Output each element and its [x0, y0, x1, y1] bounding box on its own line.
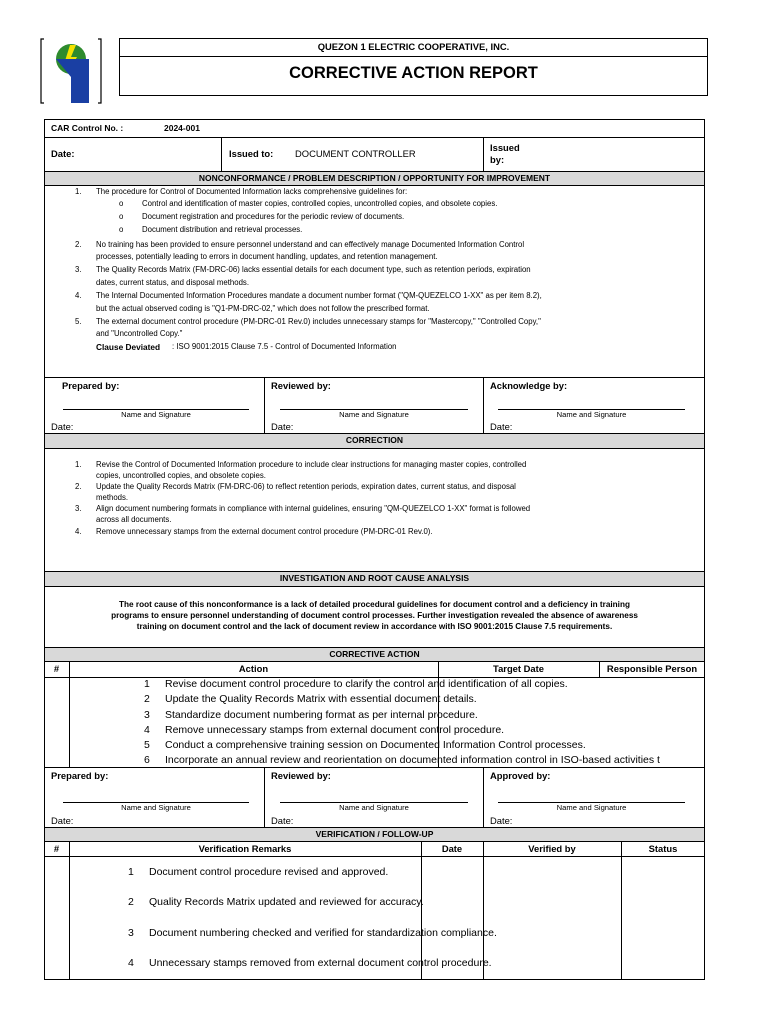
correction-line: methods.: [96, 493, 129, 502]
action-text: Incorporate an annual review and reorientation on documented information control in ISO-based activities t: [165, 754, 660, 766]
col-header-responsible: Responsible Person: [606, 663, 698, 674]
verification-number: 2: [128, 896, 134, 908]
action-number: 5: [144, 739, 150, 751]
nc-line: No training has been provided to ensure personnel understand and can effectively manage Documented Information Control: [96, 240, 525, 249]
signature-date: Date:: [490, 815, 513, 826]
col-header-status: Status: [648, 843, 678, 854]
car-control-value: 2024-001: [164, 123, 200, 133]
nc-line: 2.: [75, 240, 82, 249]
nc-bullet: o: [119, 212, 124, 221]
signature-caption: Name and Signature: [121, 803, 191, 812]
nc-line: Document distribution and retrieval processes.: [142, 225, 303, 234]
verification-text: Unnecessary stamps removed from external document control procedure.: [149, 957, 492, 969]
col-header-action: Action: [238, 663, 269, 674]
correction-heading: CORRECTION: [345, 435, 404, 445]
col-header-remarks: Verification Remarks: [198, 843, 292, 854]
correction-line: Remove unnecessary stamps from the external document control procedure (PM-DRC-01 Rev.0).: [96, 527, 433, 536]
prepared-by-label: Prepared by:: [51, 770, 109, 781]
correction-line: copies, uncontrolled copies, and obsolete copies.: [96, 471, 266, 480]
reviewed-by-label: Reviewed by:: [271, 770, 331, 781]
col-header-target-date: Target Date: [493, 663, 544, 674]
nc-line: Control and identification of master copies, controlled copies, uncontrolled copies, and obsolete copies.: [142, 199, 498, 208]
nc-line: processes, potentially leading to errors in document handling, updates, and retention management.: [96, 252, 438, 261]
nc-bullet: o: [119, 225, 124, 234]
signature-date: Date:: [490, 421, 513, 432]
action-text: Conduct a comprehensive training session on Documented Information Control processes.: [165, 739, 586, 751]
prepared-by-label: Prepared by:: [62, 380, 120, 391]
investigation-heading: INVESTIGATION AND ROOT CAUSE ANALYSIS: [279, 573, 470, 583]
signature-caption: Name and Signature: [556, 803, 627, 812]
nc-line: Document registration and procedures for the periodic review of documents.: [142, 212, 405, 221]
date-label: Date:: [51, 148, 75, 159]
verification-number: 4: [128, 957, 134, 969]
signature-caption: Name and Signature: [121, 410, 191, 419]
col-header-date: Date: [441, 843, 463, 854]
verification-number: 1: [128, 866, 134, 878]
signature-caption: Name and Signature: [339, 410, 409, 419]
correction-line: across all documents.: [96, 515, 172, 524]
action-number: 6: [144, 754, 150, 766]
nc-line: 1.: [75, 187, 82, 196]
action-text: Update the Quality Records Matrix with essential document details.: [165, 693, 477, 705]
signature-caption: Name and Signature: [339, 803, 409, 812]
nc-line: The Internal Documented Information Procedures mandate a document number format ("QM-QUEZELCO 1-XX" as per item 8.2),: [96, 291, 542, 300]
car-control-label: CAR Control No. :: [51, 123, 124, 133]
nc-line: but the actual observed coding is "Q1-PM-DRC-02," which does not follow the prescribed format.: [96, 304, 430, 313]
verification-number: 3: [128, 927, 134, 939]
root-cause-line: The root cause of this nonconformance is a lack of detailed procedural guidelines for document control and a deficiency in training: [119, 600, 630, 609]
action-text: Revise document control procedure to clarify the control and identification of all copies.: [165, 678, 568, 690]
nc-line: 4.: [75, 291, 82, 300]
correction-line: 1.: [75, 460, 82, 469]
nc-line: dates, current status, and disposal methods.: [96, 278, 249, 287]
col-header-num: #: [53, 663, 60, 674]
reviewed-by-label: Reviewed by:: [271, 380, 331, 391]
company-name: QUEZON 1 ELECTRIC COOPERATIVE, INC.: [317, 41, 510, 52]
correction-line: Align document numbering formats in compliance with internal guidelines, ensuring "QM-QUEZELCO 1-XX" format is followed: [96, 504, 531, 513]
approved-by-label: Approved by:: [490, 770, 551, 781]
signature-date: Date:: [51, 421, 74, 432]
issued-by-label: Issued by:: [490, 142, 520, 165]
company-logo: [40, 37, 102, 105]
correction-line: Update the Quality Records Matrix (FM-DRC-06) to reflect retention periods, expiration dates, current status, and disposal: [96, 482, 516, 491]
correction-line: Revise the Control of Documented Information procedure to include clear instructions for managing master copies, controlled: [96, 460, 527, 469]
action-number: 1: [144, 678, 150, 690]
verification-heading: VERIFICATION / FOLLOW-UP: [315, 829, 434, 839]
verification-text: Quality Records Matrix updated and reviewed for accuracy.: [149, 896, 424, 908]
nc-bullet: o: [119, 199, 124, 208]
nc-line: The external document control procedure (PM-DRC-01 Rev.0) includes unnecessary stamps for "Mastercopy," "Controlled Copy,": [96, 317, 541, 326]
action-number: 4: [144, 724, 150, 736]
signature-caption: Name and Signature: [556, 410, 627, 419]
nc-line: 3.: [75, 265, 82, 274]
acknowledge-by-label: Acknowledge by:: [490, 380, 568, 391]
nc-line: The Quality Records Matrix (FM-DRC-06) lacks essential details for each document type, such as retention periods, expiration: [96, 265, 531, 274]
action-number: 3: [144, 709, 150, 721]
action-text: Standardize document numbering format as per internal procedure.: [165, 709, 478, 721]
nc-line: and "Uncontrolled Copy.": [96, 329, 183, 338]
verification-text: Document control procedure revised and approved.: [149, 866, 389, 878]
signature-date: Date:: [51, 815, 74, 826]
nc-line: The procedure for Control of Documented Information lacks comprehensive guidelines for:: [96, 187, 408, 196]
correction-line: 4.: [75, 527, 82, 536]
clause-label: Clause Deviated: [96, 342, 161, 352]
correction-line: 3.: [75, 504, 82, 513]
correction-line: 2.: [75, 482, 82, 491]
col-header-verified-by: Verified by: [528, 843, 576, 854]
root-cause-line: programs to ensure personnel understanding of document control processes. Further investigation revealed the absence of awareness: [111, 611, 638, 620]
signature-date: Date:: [271, 815, 294, 826]
clause-text: : ISO 9001:2015 Clause 7.5 - Control of Documented Information: [172, 342, 397, 351]
signature-date: Date:: [271, 421, 294, 432]
nc-line: 5.: [75, 317, 82, 326]
issued-to-label: Issued to:: [229, 148, 274, 159]
verification-text: Document numbering checked and verified for standardization compliance.: [149, 927, 497, 939]
action-text: Remove unnecessary stamps from external document control procedure.: [165, 724, 505, 736]
nonconformance-heading: NONCONFORMANCE / PROBLEM DESCRIPTION / OPPORTUNITY FOR IMPROVEMENT: [198, 173, 551, 183]
corrective-action-heading: CORRECTIVE ACTION: [329, 649, 420, 659]
col-header-num: #: [53, 843, 60, 854]
issued-to-value: DOCUMENT CONTROLLER: [295, 148, 416, 159]
action-number: 2: [144, 693, 150, 705]
root-cause-line: training on document control and the lack of document review in accordance with ISO 9001:2015 Clause 7.5 requirements.: [136, 622, 613, 631]
report-title: CORRECTIVE ACTION REPORT: [289, 64, 538, 82]
